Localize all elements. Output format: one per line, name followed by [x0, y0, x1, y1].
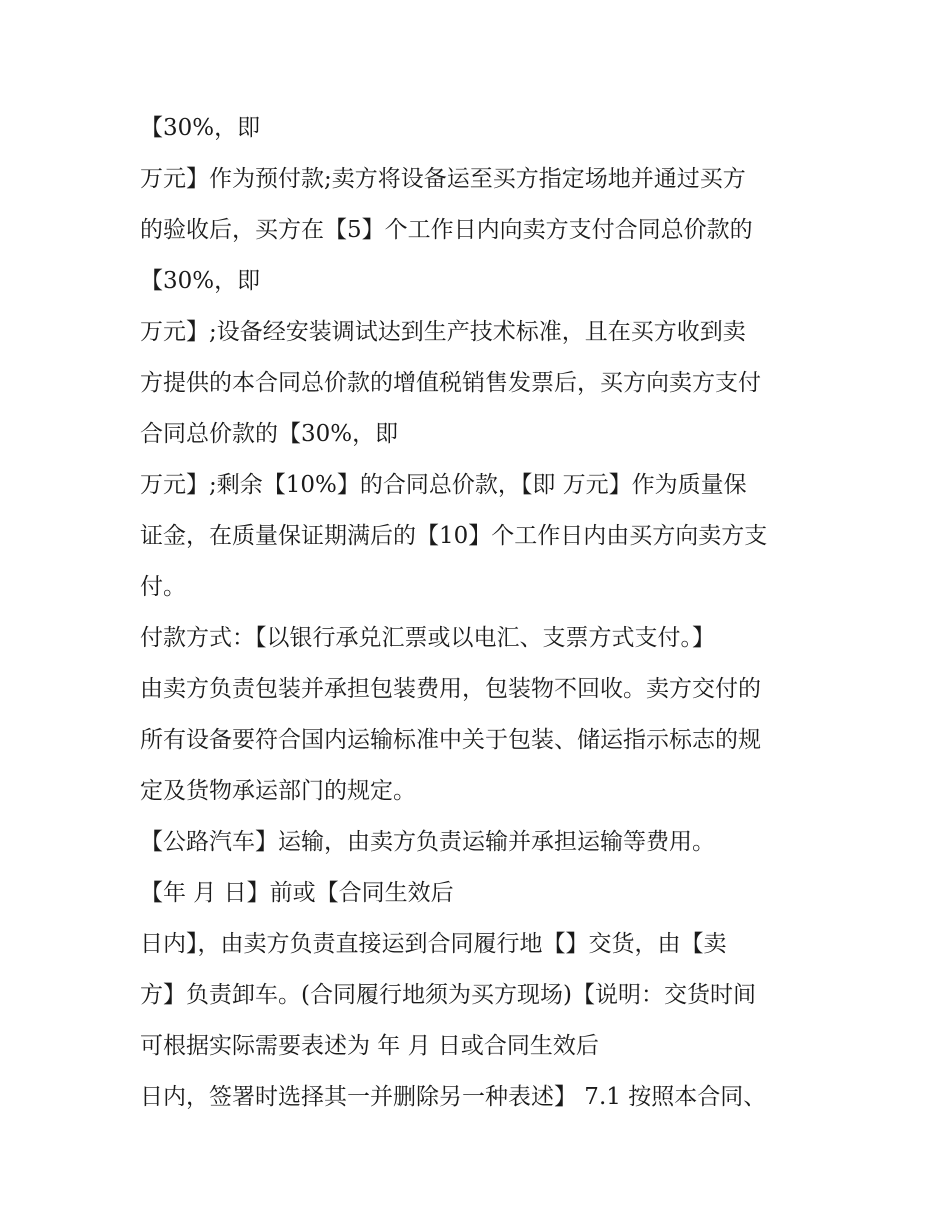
text-line-5: 万元】;设备经安装调试达到生产技术标准，且在买方收到卖: [140, 319, 746, 345]
text-line-10: 付。: [140, 574, 186, 600]
text-line-1: 【30%，即: [140, 115, 261, 141]
text-line-8: 万元】;剩余【10%】的合同总价款，【即 万元】作为质量保: [140, 472, 747, 498]
text-line-14: 定及货物承运部门的规定。: [140, 778, 416, 804]
text-line-19: 可根据实际需要表述为 年 月 日或合同生效后: [140, 1033, 599, 1059]
text-line-18: 方】负责卸车。(合同履行地须为买方现场)【说明：交货时间: [140, 982, 756, 1008]
text-line-13: 所有设备要符合国内运输标准中关于包装、储运指示标志的规: [140, 727, 761, 753]
text-line-11: 付款方式：【以银行承兑汇票或以电汇、支票方式支付。】: [140, 625, 715, 651]
text-line-2: 万元】作为预付款;卖方将设备运至买方指定场地并通过买方: [140, 166, 746, 192]
text-line-20: 日内，签署时选择其一并删除另一种表述】 7.1 按照本合同、: [140, 1084, 767, 1110]
text-line-7: 合同总价款的【30%，即: [140, 421, 399, 447]
text-line-12: 由卖方负责包装并承担包装费用，包装物不回收。卖方交付的: [140, 676, 761, 702]
text-line-17: 日内】，由卖方负责直接运到合同履行地【】交货，由【卖: [140, 931, 727, 957]
text-line-15: 【公路汽车】运输，由卖方负责运输并承担运输等费用。: [140, 829, 715, 855]
contract-text: [140, 103, 820, 1123]
text-line-6: 方提供的本合同总价款的增值税销售发票后，买方向卖方支付: [140, 370, 761, 396]
text-line-4: 【30%，即: [140, 268, 261, 294]
text-line-16: 【年 月 日】前或【合同生效后: [140, 880, 454, 906]
text-line-9: 证金，在质量保证期满后的【10】个工作日内由买方向卖方支: [140, 523, 768, 549]
text-line-3: 的验收后，买方在【5】个工作日内向卖方支付合同总价款的: [140, 217, 753, 243]
